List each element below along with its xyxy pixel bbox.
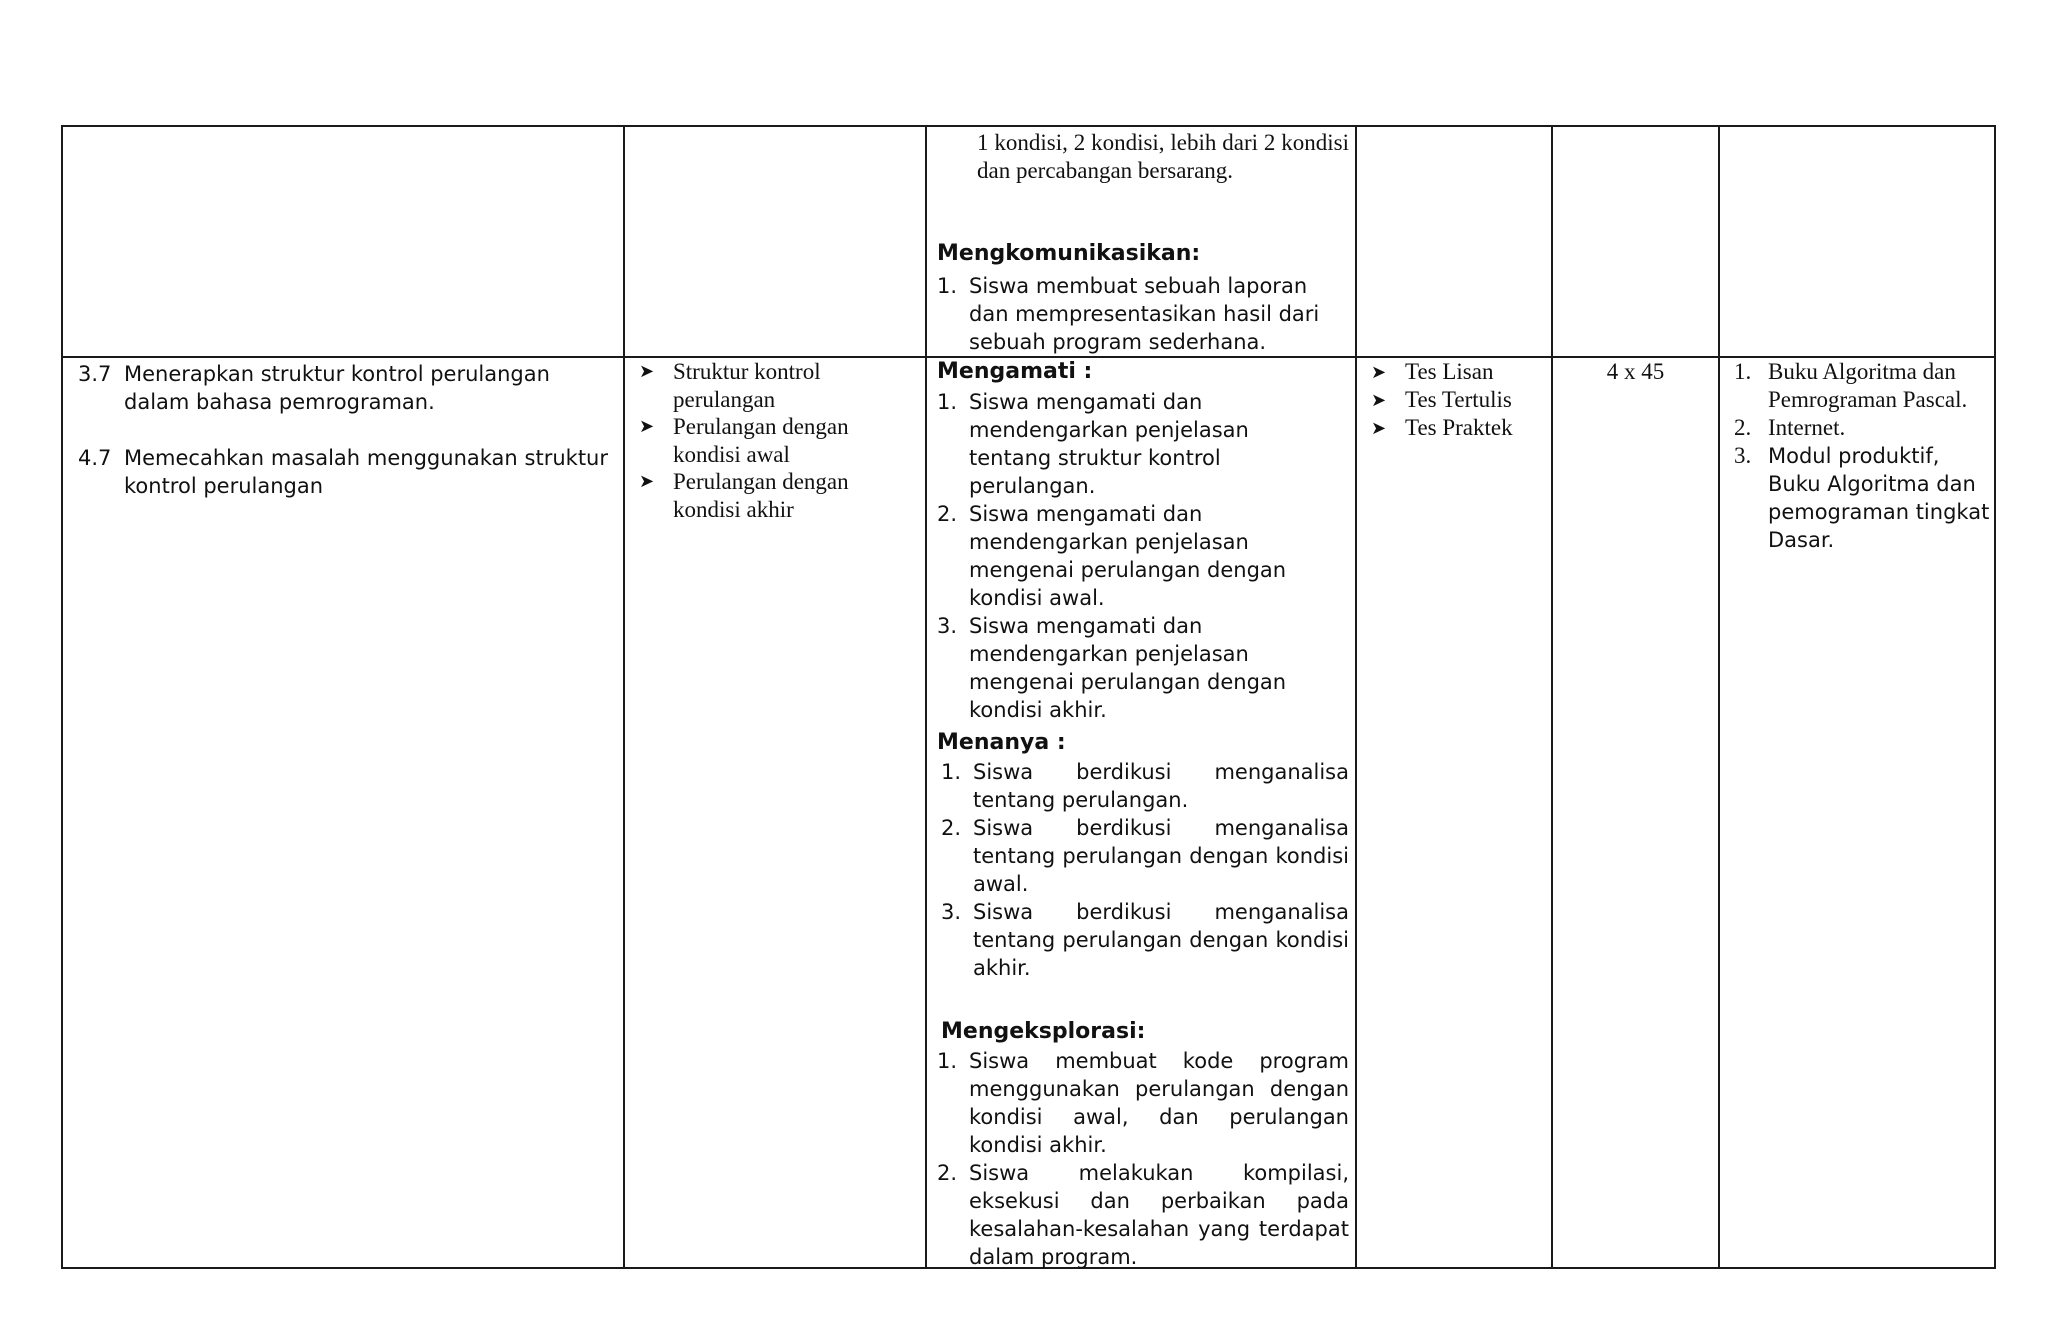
list-item (941, 758, 1349, 814)
list-item (941, 814, 1349, 898)
list-item (941, 898, 1349, 982)
time-cell (1552, 357, 1719, 1268)
list-number: 3. (1734, 443, 1752, 468)
list-number: 1. (937, 274, 958, 298)
explore-list (937, 1047, 1349, 1271)
list-number: 2. (1734, 415, 1752, 440)
assessment-cell (1356, 126, 1552, 357)
assessment-text: Tes Lisan (1405, 359, 1494, 384)
competency-text: Memecahkan masalah menggunakan struktur kontrol perulangan (124, 446, 608, 498)
list-item (639, 468, 869, 523)
competency-number: 4.7 (78, 446, 112, 470)
resources-cell (1719, 126, 1995, 357)
activity-continuation-text: 1 kondisi, 2 kondisi, lebih dari 2 kondisi dan percabangan bersarang. (977, 130, 1349, 183)
list-number: 2. (937, 502, 958, 526)
list-text: Internet. (1768, 415, 1846, 440)
table-row (62, 357, 1995, 1268)
time-cell (1552, 126, 1719, 357)
competency-cell (62, 126, 624, 357)
list-item (937, 1047, 1349, 1159)
observe-heading: Mengamati : (937, 359, 1093, 384)
list-item (937, 1159, 1349, 1271)
list-text: Siswa mengamati dan mendengarkan penjelasan mengenai perulangan dengan kondisi akhir. (969, 614, 1287, 722)
competency-cell (62, 357, 624, 1268)
list-text: Siswa mengamati dan mendengarkan penjelasan mengenai perulangan dengan kondisi awal. (969, 502, 1287, 610)
competency-number: 3.7 (78, 362, 112, 386)
list-item (937, 500, 1329, 612)
list-item (1734, 414, 1992, 442)
explore-heading: Mengeksplorasi: (941, 1019, 1146, 1044)
list-number: 1. (941, 760, 962, 784)
arrow-bullet-icon: ➤ (1371, 418, 1387, 438)
arrow-bullet-icon: ➤ (1371, 390, 1387, 410)
assessment-list (1371, 358, 1541, 442)
table-row (62, 126, 1995, 357)
list-item (1371, 358, 1541, 386)
list-item (639, 358, 869, 413)
assessment-text: Tes Tertulis (1405, 387, 1512, 412)
list-text: Siswa mengamati dan mendengarkan penjelasan tentang struktur kontrol perulangan. (969, 390, 1249, 498)
list-text: Siswa membuat kode program menggunakan perulangan dengan kondisi awal, dan perulangan kondisi akhir. (969, 1049, 1349, 1157)
arrow-bullet-icon: ➤ (639, 416, 655, 436)
list-number: 1. (937, 390, 958, 414)
arrow-bullet-icon: ➤ (1371, 362, 1387, 382)
competency-3-7 (78, 360, 608, 416)
ask-heading: Menanya : (937, 730, 1066, 755)
syllabus-table (61, 125, 1996, 1269)
competency-4-7 (78, 444, 608, 500)
communicate-heading: Mengkomunikasikan: (937, 241, 1201, 266)
resources-list (1734, 358, 1992, 554)
list-item (937, 612, 1329, 724)
material-cell (624, 126, 926, 357)
list-number: 3. (937, 614, 958, 638)
list-item (1734, 358, 1992, 414)
list-item (937, 388, 1329, 500)
list-number: 2. (937, 1161, 958, 1185)
arrow-bullet-icon: ➤ (639, 361, 655, 381)
list-text: Siswa berdikusi menganalisa tentang perulangan dengan kondisi akhir. (973, 900, 1349, 980)
material-text: Perulangan dengan kondisi awal (673, 414, 849, 467)
list-item (937, 272, 1349, 356)
material-text: Perulangan dengan kondisi akhir (673, 469, 849, 522)
material-list (639, 358, 869, 523)
list-text: Siswa melakukan kompilasi, eksekusi dan perbaikan pada kesalahan-kesalahan yang terdapat dalam program. (969, 1161, 1349, 1269)
learning-activity-cell (926, 357, 1356, 1268)
learning-activity-cell (926, 126, 1356, 357)
list-item (639, 413, 869, 468)
list-text: Siswa berdikusi menganalisa tentang perulangan. (973, 760, 1349, 812)
communicate-list (937, 272, 1349, 356)
observe-list (937, 388, 1329, 724)
material-cell (624, 357, 926, 1268)
list-number: 3. (941, 900, 962, 924)
ask-list (941, 758, 1349, 982)
resources-cell (1719, 357, 1995, 1268)
assessment-text: Tes Praktek (1405, 415, 1513, 440)
assessment-cell (1356, 357, 1552, 1268)
list-item (1734, 442, 1992, 554)
list-text: Modul produktif, Buku Algoritma dan pemograman tingkat Dasar. (1768, 444, 1990, 552)
list-text: Siswa membuat sebuah laporan dan mempresentasikan hasil dari sebuah program sederhana. (969, 274, 1320, 354)
list-text: Siswa berdikusi menganalisa tentang perulangan dengan kondisi awal. (973, 816, 1349, 896)
list-text: Buku Algoritma dan Pemrograman Pascal. (1768, 359, 1968, 412)
list-item (1371, 414, 1541, 442)
arrow-bullet-icon: ➤ (639, 471, 655, 491)
time-allocation: 4 x 45 (1606, 359, 1665, 384)
list-number: 2. (941, 816, 962, 840)
competency-text: Menerapkan struktur kontrol perulangan dalam bahasa pemrograman. (124, 362, 550, 414)
material-text: Struktur kontrol perulangan (673, 359, 821, 412)
list-number: 1. (937, 1049, 958, 1073)
list-number: 1. (1734, 359, 1752, 384)
list-item (1371, 386, 1541, 414)
